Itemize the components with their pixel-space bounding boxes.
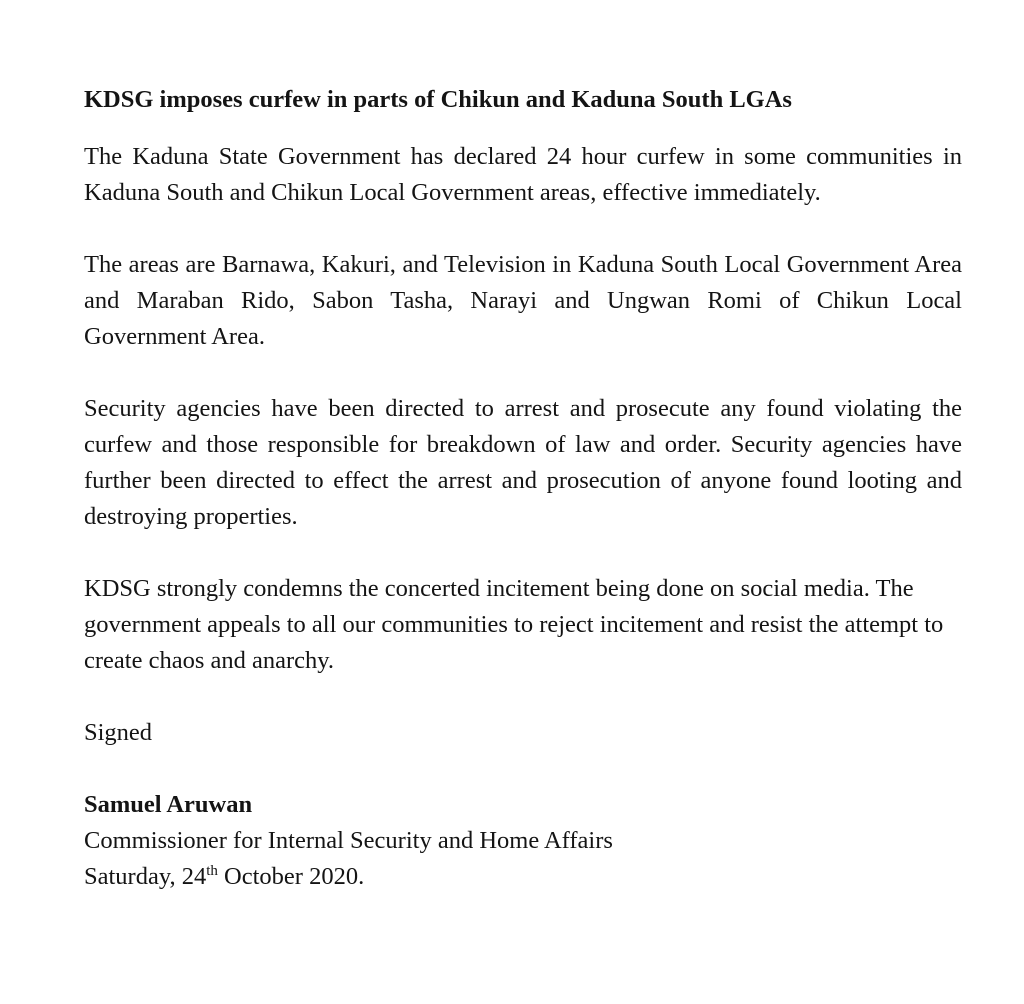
paragraph-curfew-declaration: The Kaduna State Government has declared 24 hour curfew in some communities in Kaduna South and Chikun Local Government areas, effective immediately. <box>84 143 962 206</box>
signatory-role: Commissioner for Internal Security and Home Affairs <box>84 827 613 854</box>
signed-label: Signed <box>84 719 153 746</box>
release-date-prefix: Saturday, 24 <box>84 863 207 890</box>
signature-block <box>84 787 962 895</box>
release-date-ordinal: th <box>206 863 218 879</box>
document-title: KDSG imposes curfew in parts of Chikun and Kaduna South LGAs <box>84 86 792 113</box>
paragraph-security-directives: Security agencies have been directed to arrest and prosecute any found violating the curfew and those responsible for breakdown of law and order. Security agencies have further been directed to effect the arrest and prosecution of anyone found looting and destroying properties. <box>84 395 962 530</box>
release-date-rest: October 2020. <box>217 863 365 890</box>
press-release <box>84 82 962 895</box>
signatory-name: Samuel Aruwan <box>84 791 253 818</box>
release-date <box>84 859 962 895</box>
paragraph-condemnation: KDSG strongly condemns the concerted incitement being done on social media. The government appeals to all our communities to reject incitement and resist the attempt to create chaos and anarchy. <box>84 575 944 674</box>
paragraph-affected-areas: The areas are Barnawa, Kakuri, and Television in Kaduna South Local Government Area and Maraban Rido, Sabon Tasha, Narayi and Ungwan Romi of Chikun Local Government Area. <box>84 251 962 350</box>
